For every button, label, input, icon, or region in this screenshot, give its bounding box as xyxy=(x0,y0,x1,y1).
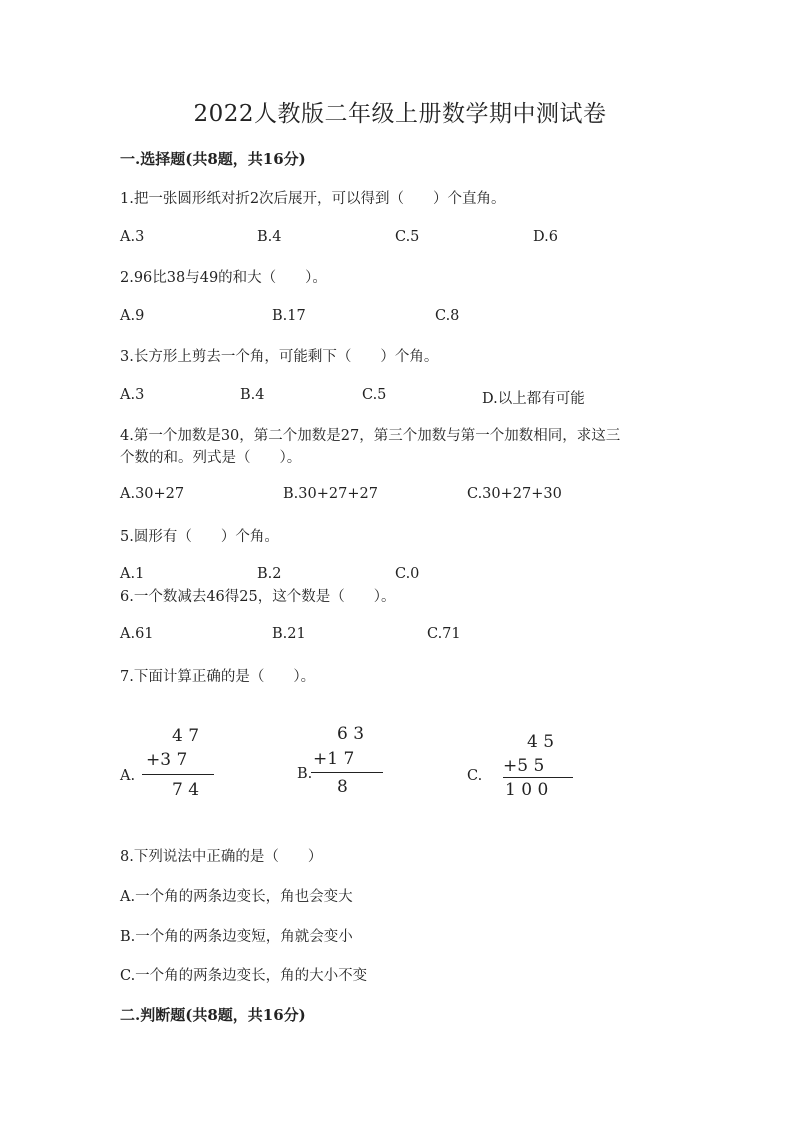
q2-option-c: C.8 xyxy=(435,308,460,324)
q7-option-a-rule xyxy=(142,774,214,775)
q6-option-c: C.71 xyxy=(427,626,461,642)
page-title: 2022人教版二年级上册数学期中测试卷 xyxy=(193,101,607,127)
q1-option-a: A.3 xyxy=(120,229,145,245)
q5-option-a: A.1 xyxy=(120,566,145,582)
q7-option-a-top: 4 7 xyxy=(172,726,200,746)
q8-option-a: A.一个角的两条边变长，角也会变大 xyxy=(120,889,353,905)
question-4-line-2: 个数的和。列式是（ ）。 xyxy=(120,450,302,466)
q2-option-b: B.17 xyxy=(272,308,306,324)
q5-option-c: C.0 xyxy=(395,566,420,582)
q7-option-b-label: B. xyxy=(297,766,313,782)
question-8: 8.下列说法中正确的是（ ） xyxy=(120,849,323,865)
q7-option-c-result: 1 0 0 xyxy=(505,780,549,800)
q1-option-c: C.5 xyxy=(395,229,420,245)
q7-option-a-label: A. xyxy=(120,768,136,784)
section-heading-2: 二.判断题(共8题，共16分) xyxy=(120,1006,306,1024)
q7-option-b-rule xyxy=(311,772,383,773)
question-6: 6.一个数减去46得25，这个数是（ ）。 xyxy=(120,589,396,605)
q7-option-c-label: C. xyxy=(467,768,483,784)
q3-option-a: A.3 xyxy=(120,387,145,403)
q8-option-c: C.一个角的两条边变长，角的大小不变 xyxy=(120,968,368,984)
q6-option-b: B.21 xyxy=(272,626,306,642)
question-1: 1.把一张圆形纸对折2次后展开，可以得到（ ）个直角。 xyxy=(120,191,506,207)
q7-option-c-top: 4 5 xyxy=(527,732,555,752)
q1-option-b: B.4 xyxy=(257,229,282,245)
q7-option-a-addend: +3 7 xyxy=(146,750,188,770)
q6-option-a: A.61 xyxy=(120,626,154,642)
q7-option-b-addend: +1 7 xyxy=(313,749,355,769)
q7-option-c-addend: +5 5 xyxy=(503,756,545,776)
q7-option-c-rule xyxy=(503,777,573,778)
q5-option-b: B.2 xyxy=(257,566,282,582)
q4-option-a: A.30+27 xyxy=(120,486,185,502)
question-3: 3.长方形上剪去一个角，可能剩下（ ）个角。 xyxy=(120,349,439,365)
q3-option-c: C.5 xyxy=(362,387,387,403)
section-heading-1: 一.选择题(共8题，共16分) xyxy=(120,150,306,168)
q7-option-b-top: 6 3 xyxy=(337,724,365,744)
q4-option-b: B.30+27+27 xyxy=(283,486,378,502)
q8-option-b: B.一个角的两条边变短，角就会变小 xyxy=(120,929,353,945)
q7-option-b-result: 8 xyxy=(337,777,348,797)
question-5: 5.圆形有（ ）个角。 xyxy=(120,529,279,545)
q1-option-d: D.6 xyxy=(533,229,558,245)
q4-option-c: C.30+27+30 xyxy=(467,486,562,502)
q2-option-a: A.9 xyxy=(120,308,145,324)
q3-option-d: D.以上都有可能 xyxy=(482,391,585,407)
q7-option-b xyxy=(297,722,407,802)
question-4-line-1: 4.第一个加数是30，第二个加数是27，第三个加数与第一个加数相同，求这三 xyxy=(120,428,621,444)
q7-option-a xyxy=(120,724,230,804)
q7-option-c xyxy=(467,730,587,810)
question-2: 2.96比38与49的和大（ ）。 xyxy=(120,270,327,286)
question-7: 7.下面计算正确的是（ ）。 xyxy=(120,669,316,685)
q7-option-a-result: 7 4 xyxy=(172,780,200,800)
q3-option-b: B.4 xyxy=(240,387,265,403)
